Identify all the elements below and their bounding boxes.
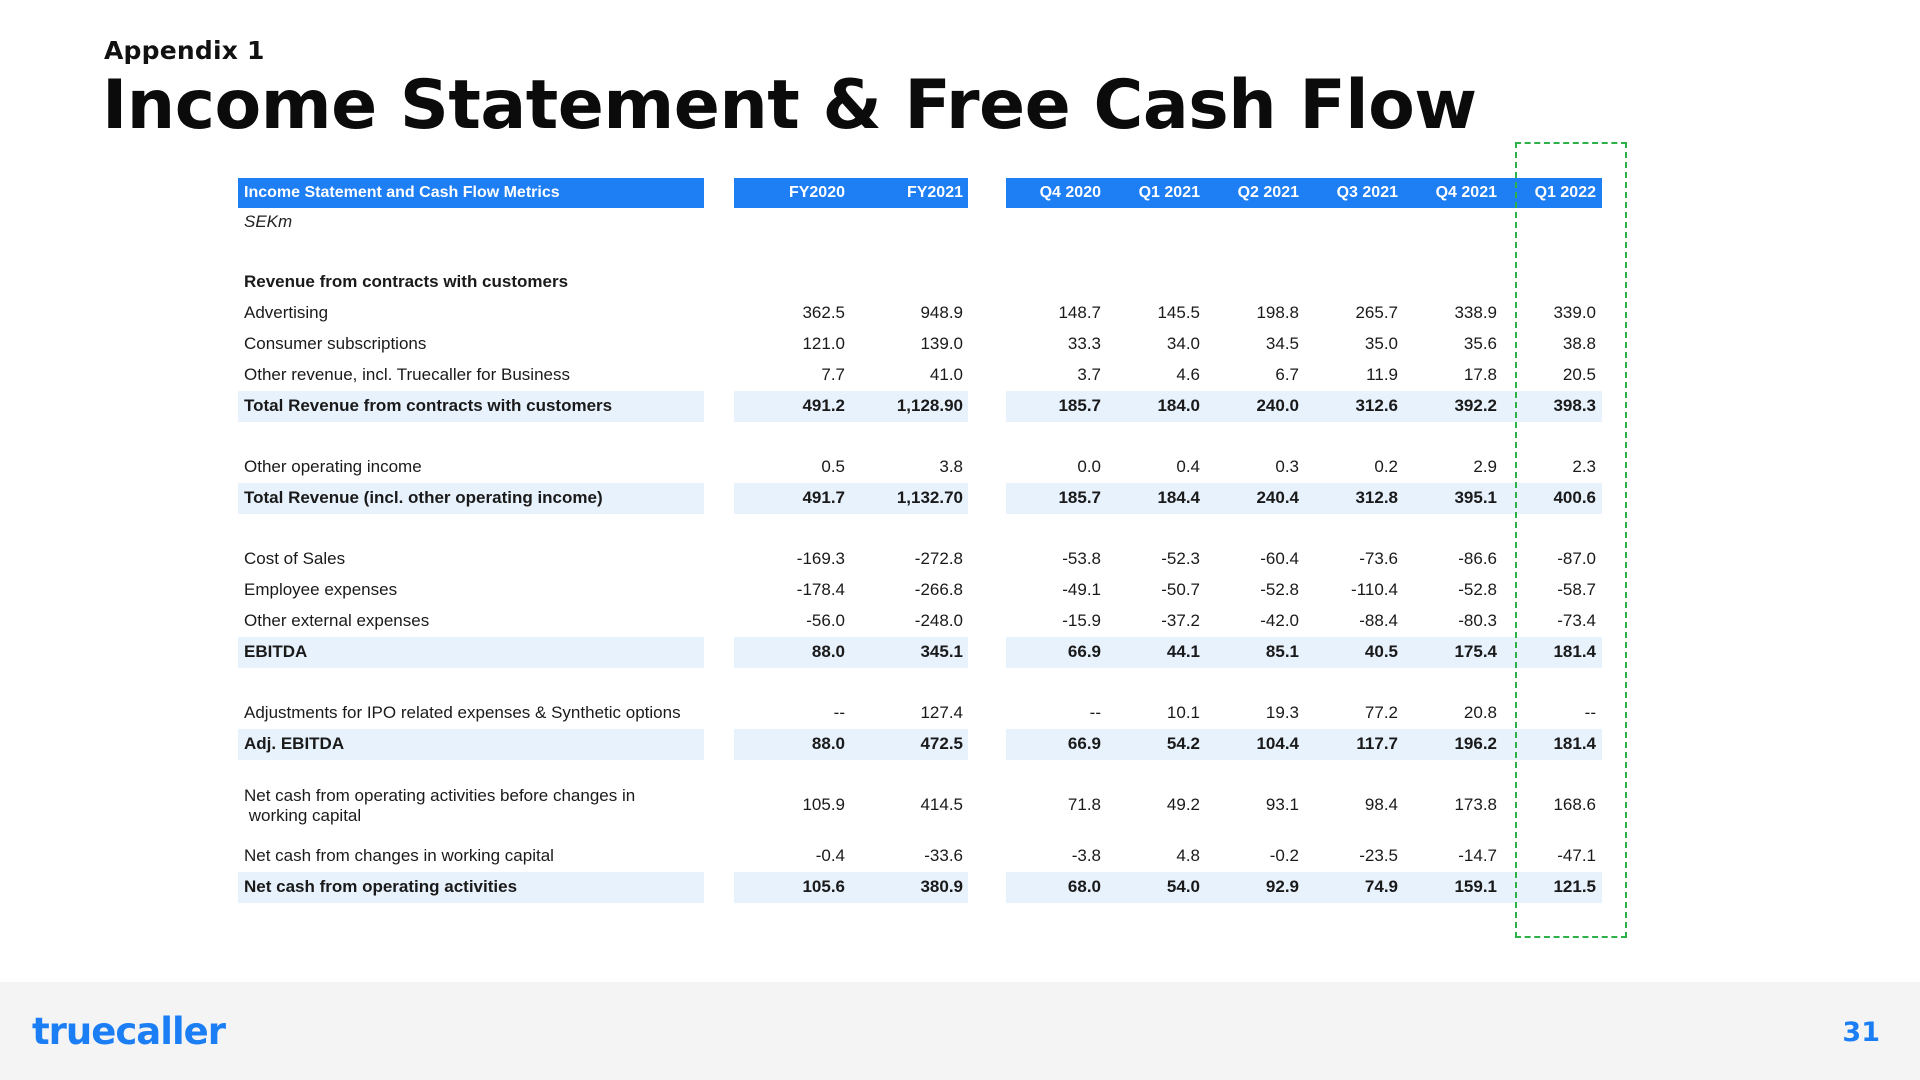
table-cell: -15.9 [1062, 611, 1101, 630]
table-cell: 491.7 [802, 488, 845, 507]
row-label: Other operating income [244, 457, 422, 476]
row-label: Adj. EBITDA [244, 734, 345, 753]
footer-bar [0, 982, 1920, 1080]
table-cell: 491.2 [802, 396, 845, 415]
table-cell: 17.8 [1463, 365, 1497, 384]
table-header-label: Income Statement and Cash Flow Metrics [244, 184, 560, 201]
table-cell: -- [833, 703, 845, 722]
table-cell: 148.7 [1058, 303, 1101, 322]
table-cell: 4.8 [1176, 846, 1200, 865]
table-cell: 184.0 [1157, 396, 1200, 415]
row-label: Employee expenses [244, 580, 398, 599]
row-label: Advertising [244, 303, 329, 322]
column-header: Q1 2022 [1534, 184, 1596, 201]
table-cell: 380.9 [920, 877, 963, 896]
truecaller-logo: truecaller [32, 1010, 225, 1053]
table-cell: 3.8 [939, 457, 963, 476]
table-cell: -- [1584, 703, 1596, 722]
table-cell: -87.0 [1557, 549, 1596, 568]
table-cell: 0.5 [821, 457, 845, 476]
table-cell: 19.3 [1265, 703, 1299, 722]
table-cell: 68.0 [1067, 877, 1101, 896]
row-label: Other external expenses [244, 611, 430, 630]
row-label: EBITDA [244, 642, 308, 661]
table-cell: -23.5 [1359, 846, 1398, 865]
table-cell: 66.9 [1067, 642, 1101, 661]
row-label: Net cash from operating activities [244, 877, 518, 896]
table-cell: -272.8 [914, 549, 963, 568]
column-header: FY2021 [906, 184, 963, 201]
column-header: FY2020 [788, 184, 845, 201]
table-cell: 139.0 [920, 334, 963, 353]
table-cell: 33.3 [1067, 334, 1101, 353]
table-cell: 395.1 [1454, 488, 1497, 507]
table-cell: 85.1 [1265, 642, 1299, 661]
table-cell: -0.2 [1269, 846, 1299, 865]
table-cell: 88.0 [811, 734, 845, 753]
table-cell: -50.7 [1161, 580, 1200, 599]
table-cell: 34.0 [1166, 334, 1200, 353]
unit-label: SEKm [244, 212, 293, 231]
table-cell: 41.0 [929, 365, 963, 384]
table-cell: 392.2 [1454, 396, 1497, 415]
table-cell: 173.8 [1454, 795, 1497, 814]
row-label: Total Revenue from contracts with customers [244, 396, 613, 415]
table-cell: -52.3 [1161, 549, 1200, 568]
table-cell: 338.9 [1454, 303, 1497, 322]
table-cell: 20.8 [1463, 703, 1497, 722]
table-cell: 196.2 [1454, 734, 1497, 753]
table-cell: 198.8 [1256, 303, 1299, 322]
table-cell: -80.3 [1458, 611, 1497, 630]
table-cell: 121.0 [802, 334, 845, 353]
table-cell: 104.4 [1256, 734, 1299, 753]
table-cell: -56.0 [806, 611, 845, 630]
table-cell: 1,132.70 [896, 488, 963, 507]
table-cell: 2.9 [1473, 457, 1497, 476]
table-cell: 54.2 [1166, 734, 1200, 753]
page-title: Income Statement & Free Cash Flow [102, 66, 1477, 145]
row-label: Adjustments for IPO related expenses & Synthetic options [244, 703, 681, 722]
column-header: Q4 2020 [1039, 184, 1101, 201]
table-cell: 185.7 [1058, 488, 1101, 507]
row-label: Net cash from changes in working capital [244, 846, 554, 865]
table-cell: 71.8 [1067, 795, 1101, 814]
table-cell: 35.0 [1364, 334, 1398, 353]
row-label: Cost of Sales [244, 549, 346, 568]
table-cell: 105.9 [802, 795, 845, 814]
table-cell: 10.1 [1166, 703, 1200, 722]
table-cell: 66.9 [1067, 734, 1101, 753]
table-cell: -52.8 [1458, 580, 1497, 599]
table-cell: -110.4 [1351, 580, 1398, 599]
table-cell: 168.6 [1553, 795, 1596, 814]
q1-2022-highlight-box [1515, 142, 1627, 938]
table-cell: 0.3 [1275, 457, 1299, 476]
column-header: Q4 2021 [1435, 184, 1497, 201]
table-cell: 2.3 [1572, 457, 1596, 476]
table-cell: -14.7 [1458, 846, 1497, 865]
column-header: Q3 2021 [1336, 184, 1398, 201]
table-cell: 240.0 [1256, 396, 1299, 415]
page-number: 31 [1842, 1017, 1880, 1048]
table-cell: 472.5 [920, 734, 963, 753]
table-cell: 312.6 [1355, 396, 1398, 415]
table-cell: 20.5 [1562, 365, 1596, 384]
table-cell: -53.8 [1062, 549, 1101, 568]
table-cell: 0.2 [1374, 457, 1398, 476]
table-cell: 400.6 [1553, 488, 1596, 507]
table-cell: -47.1 [1557, 846, 1596, 865]
table-cell: 44.1 [1166, 642, 1200, 661]
table-cell: 6.7 [1275, 365, 1299, 384]
table-cell: 11.9 [1366, 365, 1398, 384]
table-cell: 54.0 [1166, 877, 1200, 896]
table-cell: -248.0 [914, 611, 963, 630]
table-cell: 40.5 [1364, 642, 1398, 661]
table-cell: -73.6 [1359, 549, 1398, 568]
table-cell: 127.4 [920, 703, 963, 722]
row-label: Net cash from operating activities before changes in working capital [244, 786, 636, 825]
table-cell: 3.7 [1077, 365, 1101, 384]
table-cell: 77.2 [1364, 703, 1398, 722]
table-cell: 74.9 [1364, 877, 1398, 896]
table-cell: 345.1 [920, 642, 963, 661]
table-cell: 0.4 [1176, 457, 1200, 476]
table-cell: 0.0 [1077, 457, 1101, 476]
row-label: Total Revenue (incl. other operating income) [244, 488, 603, 507]
table-cell: 93.1 [1265, 795, 1299, 814]
table-cell: -49.1 [1062, 580, 1101, 599]
column-header: Q1 2021 [1138, 184, 1200, 201]
table-cell: 414.5 [920, 795, 963, 814]
table-cell: -0.4 [815, 846, 845, 865]
total-row-band [238, 637, 704, 668]
table-cell: 4.6 [1176, 365, 1200, 384]
table-cell: -37.2 [1161, 611, 1200, 630]
table-cell: 145.5 [1157, 303, 1200, 322]
table-cell: 175.4 [1454, 642, 1497, 661]
table-cell: -88.4 [1359, 611, 1398, 630]
table-cell: 88.0 [811, 642, 845, 661]
table-cell: 34.5 [1265, 334, 1299, 353]
table-cell: 121.5 [1553, 877, 1596, 896]
row-label: Other revenue, incl. Truecaller for Business [244, 365, 570, 384]
table-cell: 339.0 [1553, 303, 1596, 322]
table-cell: -266.8 [914, 580, 963, 599]
table-cell: 49.2 [1166, 795, 1200, 814]
table-cell: 312.8 [1355, 488, 1398, 507]
table-cell: 948.9 [920, 303, 963, 322]
table-cell: -52.8 [1260, 580, 1299, 599]
table-cell: 265.7 [1355, 303, 1398, 322]
row-label: Revenue from contracts with customers [244, 272, 569, 291]
table-cell: -- [1089, 703, 1101, 722]
column-header: Q2 2021 [1237, 184, 1299, 201]
appendix-label: Appendix 1 [104, 36, 265, 65]
table-cell: -86.6 [1458, 549, 1497, 568]
table-cell: -169.3 [796, 549, 845, 568]
row-label: Consumer subscriptions [244, 334, 427, 353]
table-cell: 35.6 [1463, 334, 1497, 353]
table-cell: -3.8 [1071, 846, 1101, 865]
table-cell: -178.4 [796, 580, 845, 599]
table-cell: -58.7 [1557, 580, 1596, 599]
table-cell: -33.6 [924, 846, 963, 865]
table-cell: 38.8 [1562, 334, 1596, 353]
table-cell: 7.7 [821, 365, 845, 384]
table-cell: 185.7 [1058, 396, 1101, 415]
table-cell: 117.7 [1356, 734, 1398, 753]
table-cell: -42.0 [1260, 611, 1299, 630]
table-cell: 181.4 [1553, 734, 1596, 753]
table-cell: -73.4 [1557, 611, 1596, 630]
table-cell: 184.4 [1157, 488, 1200, 507]
table-cell: 240.4 [1256, 488, 1299, 507]
table-cell: 398.3 [1553, 396, 1596, 415]
table-cell: -60.4 [1260, 549, 1299, 568]
table-cell: 181.4 [1553, 642, 1596, 661]
table-cell: 92.9 [1265, 877, 1299, 896]
table-cell: 362.5 [802, 303, 845, 322]
table-cell: 98.4 [1364, 795, 1398, 814]
table-cell: 105.6 [802, 877, 845, 896]
table-cell: 1,128.90 [896, 396, 963, 415]
table-cell: 159.1 [1454, 877, 1497, 896]
